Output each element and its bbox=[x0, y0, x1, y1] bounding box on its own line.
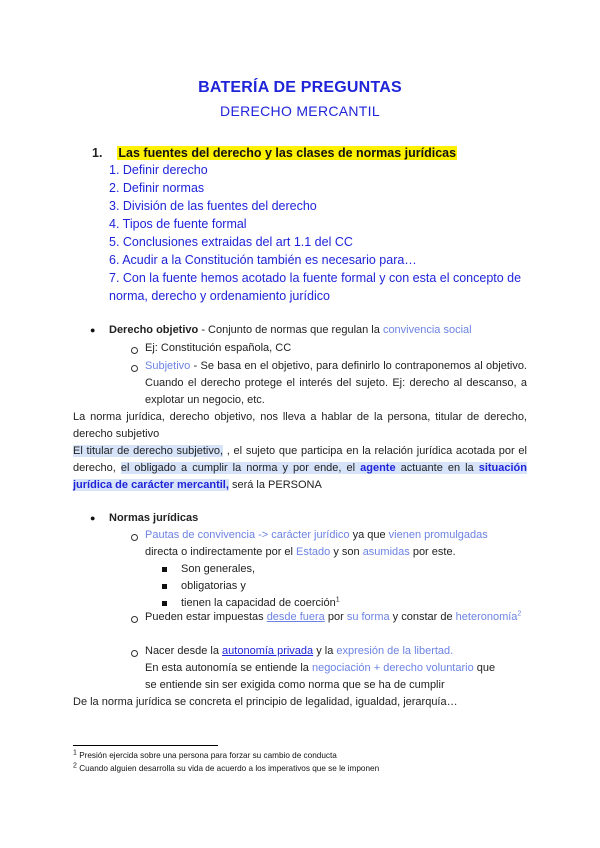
autonomia-line-2: En esta autonomía se entiende la negociación + derecho voluntario que bbox=[145, 662, 496, 674]
question-5: 5. Conclusiones extraidas del art 1.1 del CC bbox=[109, 235, 353, 249]
term-convivencia-social: convivencia social bbox=[382, 324, 472, 336]
question-3: 3. División de las fuentes del derecho bbox=[109, 199, 317, 213]
circle-bullet-icon bbox=[131, 534, 138, 541]
section-1-heading bbox=[92, 146, 457, 160]
question-2: 2. Definir normas bbox=[109, 181, 205, 195]
autonomia-line-1: Nacer desde la autonomía privada y la expresión de la libertad. bbox=[145, 645, 454, 657]
question-4: 4. Tipos de fuente formal bbox=[109, 217, 247, 231]
term-derecho-objetivo: Derecho objetivo bbox=[109, 324, 199, 336]
term-situacion-juridica: situación jurídica de carácter mercantil, bbox=[73, 462, 527, 491]
footnote-divider bbox=[73, 745, 218, 746]
sub-bullet-obligatorias: obligatorias y bbox=[181, 580, 246, 592]
section-1-number: 1. bbox=[92, 146, 103, 160]
sub-bullet-generales: Son generales, bbox=[181, 563, 255, 575]
impuestas-item: Pueden estar impuestas desde fuera por su forma y constar de heteronomía$^2$ bbox=[145, 610, 522, 623]
paragraph-principio-legalidad: De la norma jurídica se concreta el principio de legalidad, igualdad, jerarquía… bbox=[73, 696, 458, 708]
circle-bullet-icon bbox=[131, 365, 138, 372]
normas-juridicas-heading: Normas jurídicas bbox=[109, 512, 199, 524]
sub-bullet-coercion: tienen la capacidad de coerción$^1$ bbox=[181, 596, 340, 609]
document-title: BATERÍA DE PREGUNTAS bbox=[198, 79, 402, 96]
autonomia-line-3: se entiende sin ser exigida como norma que se ha de cumplir bbox=[145, 679, 445, 691]
question-1: 1. Definir derecho bbox=[109, 163, 208, 177]
bullet-icon: ● bbox=[90, 513, 96, 523]
circle-bullet-icon bbox=[131, 650, 138, 657]
pautas-line-2: directa o indirectamente por el Estado y son asumidas por este. bbox=[145, 546, 456, 558]
square-bullet-icon bbox=[162, 567, 167, 572]
bullet-icon: ● bbox=[90, 325, 96, 335]
circle-bullet-icon bbox=[131, 616, 138, 623]
example-constitucion: Ej: Constitución española, CC bbox=[145, 342, 292, 354]
derecho-objetivo-item: Derecho objetivo - Conjunto de normas que regulan la convivencia social bbox=[109, 324, 472, 336]
paragraph-norma-juridica: La norma jurídica, derecho objetivo, nos lleva a hablar de la persona, titular de derecho, derecho subjetivo bbox=[73, 411, 527, 440]
term-subjetivo: Subjetivo bbox=[145, 360, 191, 372]
circle-bullet-icon bbox=[131, 347, 138, 354]
footnote-1: $^1$ Presión ejercida sobre una persona para forzar su cambio de conducta bbox=[73, 749, 337, 760]
question-7-line-2: norma, derecho y ordenamiento jurídico bbox=[109, 289, 330, 303]
term-agente: agente bbox=[360, 462, 396, 474]
question-7-line-1: 7. Con la fuente hemos acotado la fuente formal y con esta el concepto de bbox=[109, 271, 522, 285]
footnote-2: $^2$ Cuando alguien desarrolla su vida de acuerdo a los imperativos que se le imponen bbox=[73, 762, 380, 773]
section-1-title: Las fuentes del derecho y las clases de normas jurídicas bbox=[118, 146, 457, 160]
paragraph-titular: El titular de derecho subjetivo, , el sujeto que participa en la relación jurídica acotada por el derecho, el obligado a cumplir la norma y por ende, el agente actuante en la situación jurídica de carácter mercantil, será la PERSONA bbox=[73, 445, 527, 491]
document-subtitle: DERECHO MERCANTIL bbox=[220, 103, 380, 119]
square-bullet-icon bbox=[162, 584, 167, 589]
question-6: 6. Acudir a la Constitución también es necesario para… bbox=[109, 253, 417, 267]
pautas-line-1: Pautas de convivencia -> carácter jurídico ya que vienen promulgadas bbox=[145, 529, 488, 541]
subjetivo-item: Subjetivo - Se basa en el objetivo, para definirlo lo contraponemos al objetivo. Cuando el derecho protege el interés del sujeto. Ej: derecho al descanso, a explotar un negocio, etc. bbox=[145, 360, 527, 406]
square-bullet-icon bbox=[162, 601, 167, 606]
